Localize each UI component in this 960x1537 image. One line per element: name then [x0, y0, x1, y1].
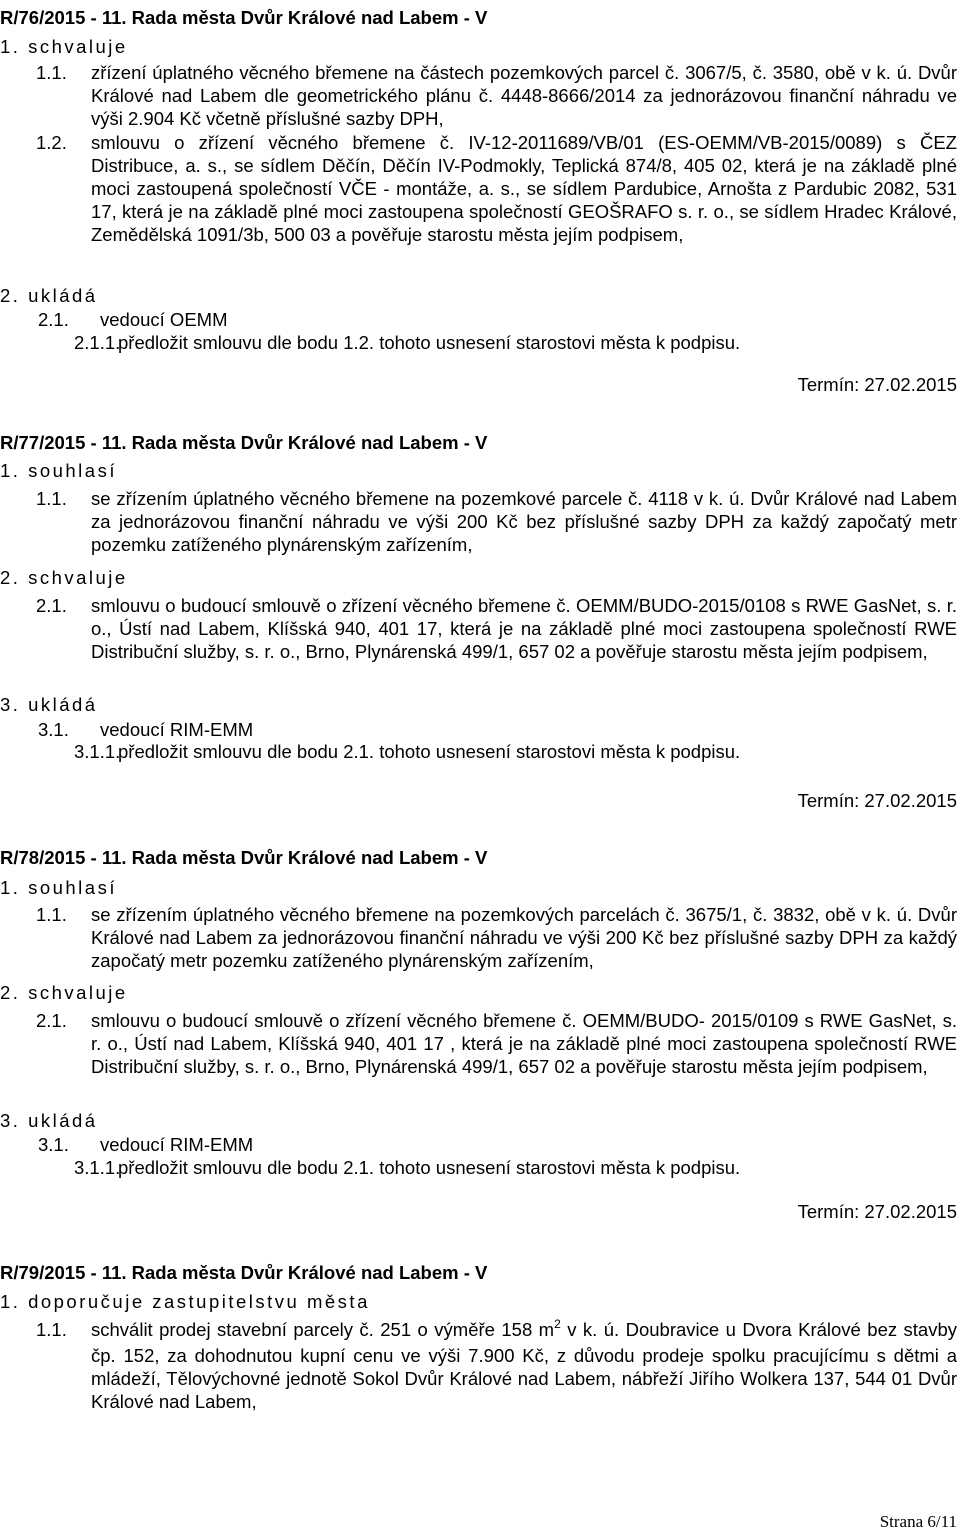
resolution-item: [38, 308, 228, 331]
item-text: vedoucí RIM-EMM: [100, 719, 254, 740]
section-verb: 1. souhlasí: [0, 460, 117, 481]
item-text: vedoucí RIM-EMM: [100, 1134, 254, 1155]
item-text: předložit smlouvu dle bodu 2.1. tohoto usnesení starostovi města k podpisu.: [118, 741, 741, 762]
item-number: 3.1.: [38, 1134, 69, 1155]
section-verb: 2. schvaluje: [0, 567, 128, 588]
section-verb: 1. souhlasí: [0, 877, 117, 898]
deadline: Termín: 27.02.2015: [797, 1201, 957, 1222]
item-text: smlouvu o budoucí smlouvě o zřízení věcného břemene č. OEMM/BUDO-2015/0108 s RWE GasNet, s. r. o., Ústí nad Labem, Klíšská 940, 401 17, která je na základě plné moci zastoupena společností RWE Distribuční služby, s. r. o., Brno, Plynárenská 499/1, 657 02 a pověřuje starostu města jejím podpisem,: [91, 595, 957, 662]
resolution-item: [36, 903, 957, 972]
item-text: smlouvu o zřízení věcného břemene č. IV-12-2011689/VB/01 (ES-OEMM/VB-2015/0089) s ČEZ Distribuce, a. s., se sídlem Děčín, Děčín IV-Podmokly, Teplická 874/8, 405 02, která je na základě plné moci zastoupená společností VČE - montáže, a. s., se sídlem Pardubice, Arnošta z Pardubic 2082, 531 17, která je na základě plné moci zastoupena společností GEOŠRAFO s. r. o., se sídlem Hradec Králové, Zemědělská 1091/3b, 500 03 a pověřuje starostu města jejím podpisem,: [91, 132, 957, 245]
item-text-continued: v k. ú. Doubravice u Dvora Králové bez stavby čp. 152, za dohodnutou kupní cenu ve výši 7.900 Kč, z důvodu prodeje spolku pracujícímu s dětmi a mládeží, Tělovýchovné jednotě Sokol Dvůr Králové nad Labem, nábřeží Jiřího Wolkera 137, 544 01 Dvůr Králové nad Labem,: [91, 1319, 958, 1412]
resolution-heading: R/78/2015 - 11. Rada města Dvůr Králové nad Labem - V: [0, 847, 488, 868]
resolution-heading: R/79/2015 - 11. Rada města Dvůr Králové nad Labem - V: [0, 1262, 488, 1283]
deadline: Termín: 27.02.2015: [797, 790, 957, 811]
resolution-item: [36, 131, 957, 246]
item-number: 1.1.: [36, 904, 67, 925]
superscript-2: 2: [554, 1317, 561, 1331]
resolution-item: [74, 740, 741, 763]
item-text: předložit smlouvu dle bodu 1.2. tohoto usnesení starostovi města k podpisu.: [118, 332, 741, 353]
item-text: schválit prodej stavební parcely č. 251 o výměře 158 m: [91, 1319, 555, 1340]
item-number: 2.1.: [36, 1010, 67, 1031]
resolution-item: [36, 487, 957, 556]
item-text: smlouvu o budoucí smlouvě o zřízení věcného břemene č. OEMM/BUDO- 2015/0109 s RWE GasNet, s. r. o., Ústí nad Labem, Klíšská 940, 401 17 , která je na základě plné moci zastoupena společností RWE Distribuční služby, s. r. o., Brno, Plynárenská 499/1, 657 02 a pověřuje starostu města jejím podpisem,: [91, 1010, 957, 1077]
item-text: se zřízením úplatného věcného břemene na pozemkových parcelách č. 3675/1, č. 3832, obě v k. ú. Dvůr Králové nad Labem za jednorázovou finanční náhradu ve výši 200 Kč bez příslušné sazby DPH za každý započatý metr pozemku zatíženého plynárenským zařízením,: [91, 904, 957, 971]
section-verb: 1. schvaluje: [0, 36, 128, 57]
section-verb: 1. doporučuje zastupitelstvu města: [0, 1291, 370, 1312]
resolution-item: [36, 61, 957, 130]
resolution-item: [36, 1009, 957, 1078]
item-text: vedoucí OEMM: [100, 309, 228, 330]
item-number: 3.1.: [38, 719, 69, 740]
section-verb: 2. ukládá: [0, 285, 98, 306]
item-number: 2.1.1.: [74, 332, 121, 353]
item-number: 3.1.1.: [74, 1157, 121, 1178]
section-verb: 2. schvaluje: [0, 982, 128, 1003]
resolution-item: [38, 1133, 254, 1156]
resolution-heading: R/77/2015 - 11. Rada města Dvůr Králové nad Labem - V: [0, 432, 488, 453]
resolution-item: [36, 1317, 958, 1413]
item-number: 1.2.: [36, 132, 67, 153]
item-number: 2.1.: [38, 309, 69, 330]
item-number: 2.1.: [36, 595, 67, 616]
resolution-item: [38, 718, 254, 741]
item-number: 1.1.: [36, 488, 67, 509]
deadline: Termín: 27.02.2015: [797, 374, 957, 395]
item-text: se zřízením úplatného věcného břemene na pozemkové parcele č. 4118 v k. ú. Dvůr Králové nad Labem za jednorázovou finanční náhradu ve výši 200 Kč bez příslušné sazby DPH za každý započatý metr pozemku zatíženého plynárenským zařízením,: [91, 488, 957, 555]
resolution-heading: R/76/2015 - 11. Rada města Dvůr Králové nad Labem - V: [0, 7, 488, 28]
resolution-item: [36, 594, 957, 663]
page-number: Strana 6/11: [879, 1512, 957, 1531]
item-number: 3.1.1.: [74, 741, 121, 762]
section-verb: 3. ukládá: [0, 694, 98, 715]
item-number: 1.1.: [36, 1319, 67, 1340]
item-number: 1.1.: [36, 62, 67, 83]
item-text: zřízení úplatného věcného břemene na částech pozemkových parcel č. 3067/5, č. 3580, obě v k. ú. Dvůr Králové nad Labem dle geometrického plánu č. 4448-8666/2014 za jednorázovou finanční náhradu ve výši 2.904 Kč včetně příslušné sazby DPH,: [91, 62, 957, 129]
resolution-item: [74, 331, 741, 354]
resolution-item: [74, 1156, 741, 1179]
item-text: předložit smlouvu dle bodu 2.1. tohoto usnesení starostovi města k podpisu.: [118, 1157, 741, 1178]
section-verb: 3. ukládá: [0, 1110, 98, 1131]
